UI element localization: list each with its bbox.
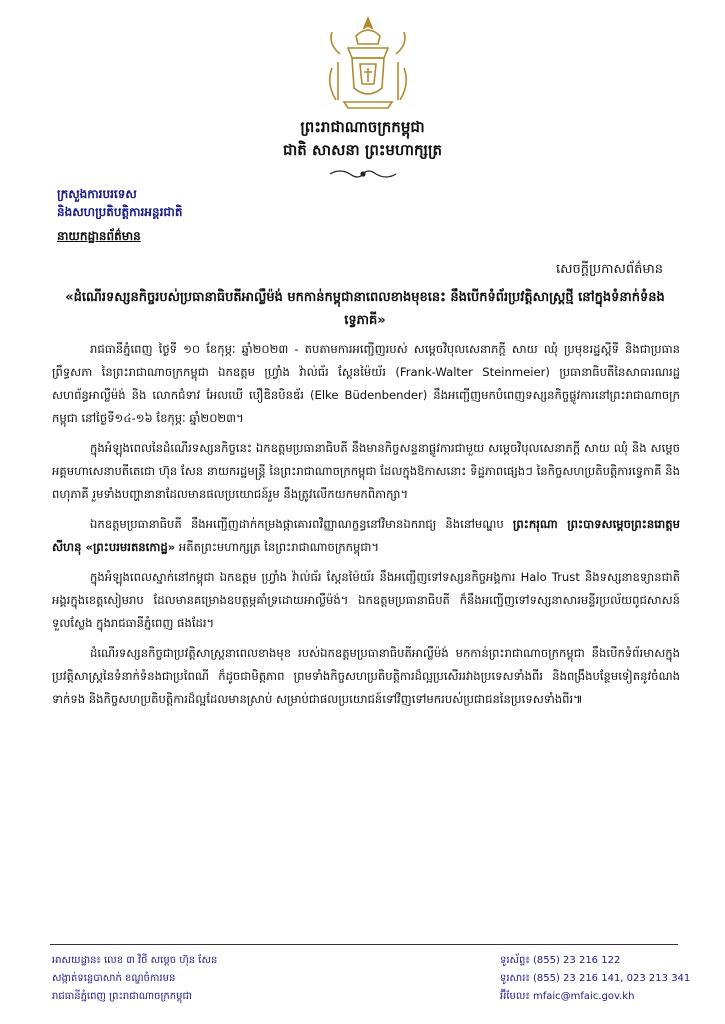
email-link[interactable]: mfaic@mfaic.gov.kh xyxy=(532,991,635,1002)
headline: «ដំណើរទស្សនកិច្ចរបស់ប្រធានាធិបតីអាល្លឺម៉ង់ មកកាន់កម្ពុជានាពេលខាងមុខនេះ នឹងបើកទំព័រប្រវត្តិសាស្ត្រថ្មី នៅក្នុងទំនាក់ទំនងទ្វេភាគី» xyxy=(65,290,665,328)
phone-value: (855) 23 216 122 xyxy=(532,955,621,966)
phone-label: ទូរស័ព្ទ៖ xyxy=(500,955,530,966)
kingdom-name: ព្រះរាជាណាចក្រកម្ពុជា xyxy=(300,118,425,136)
paragraph-3 xyxy=(52,513,680,559)
email-label: អ៊ីមែល៖ xyxy=(500,991,530,1002)
fax-value: (855) 23 216 141, 023 213 341 xyxy=(532,973,691,984)
footer-address xyxy=(52,952,372,1006)
footer-contacts xyxy=(500,952,710,1006)
tacteng-ornament-icon xyxy=(328,168,398,180)
national-motto: ជាតិ សាសនា ព្រះមហាក្សត្រ xyxy=(283,141,442,159)
paragraph-3-highlight: ព្រះករុណា ព្រះបាទសម្តេចព្រះនរោត្តម សីហនុ «ព្រះបរមរតនកោដ្ឋ» xyxy=(52,517,681,554)
paragraph-2: ក្នុងអំឡុងពេលនៃដំណើរទស្សនកិច្ចនេះ ឯកឧត្តមប្រធានាធិបតី នឹងមានកិច្ចសន្ទនាផ្លូវការជាមួយ សម្តេចវិបុលសេនាភក្តី សាយ ឈុំ និង សម្តេចអគ្គមហាសេនាបតីតេជោ ហ៊ុន សែន នាយករដ្ឋមន្ត្រី នៃព្រះរាជាណាចក្រកម្ពុជា ដែលក្នុងឱកាសនោះ ទិដ្ឋភាពផ្សេងៗ នៃកិច្ចសហប្រតិបត្តិការទ្វេភាគី និងពហុភាគី រួមទាំងបញ្ហានានាដែលមានផលប្រយោជន៍រួម នឹងត្រូវលើកយកមកពិភាក្សា។ xyxy=(52,441,680,501)
address-line-2: សង្កាត់ទន្លេបាសាក់ ខណ្ឌចំការមន xyxy=(52,973,176,984)
fax-row xyxy=(500,970,710,988)
fax-label: ទូរសារ៖ xyxy=(500,973,530,984)
footer-divider xyxy=(50,944,678,945)
paragraph-1: រាជធានីភ្នំពេញ ថ្ងៃទី ១០ ខែកុម្ភៈ ឆ្នាំ២០២៣ - តបតាមការអញ្ជើញរបស់ សម្តេចវិបុលសេនាភក្តី សាយ ឈុំ ប្រមុខរដ្ឋស្តីទី និងជាប្រធានព្រឹទ្ធសភា នៃព្រះរាជាណាចក្រកម្ពុជា ឯកឧត្តម ហ្វ្រាំង វ៉ាល់ធ័រ ស្តែនម៉ៃយ័រ (Frank-Walter Steinmeier) ប្រធានាធិបតីនៃសាធារណរដ្ឋសហព័ន្ធអាល្លឺម៉ង់ និង លោកជំទាវ អែលឃើ បឿឌិនបិនឌ័រ (Elke Büdenbender) នឹងអញ្ជើញមកបំពេញទស្សនកិច្ចផ្លូវការនៅព្រះរាជាណាចក្រកម្ពុជា នៅថ្ងៃទី១៤-១៦ ខែកុម្ភៈ ឆ្នាំ២០២៣។ xyxy=(52,342,680,425)
paragraph-3-end: អតីតព្រះមហាក្សត្រ នៃព្រះរាជាណាចក្រកម្ពុជា។ xyxy=(175,540,380,554)
paragraph-5: ដំណើរទស្សនកិច្ចជាប្រវត្តិសាស្ត្រនាពេលខាងមុខ របស់ឯកឧត្តមប្រធានាធិបតីអាល្លឺម៉ង់ មកកាន់ព្រះរាជាណាចក្រកម្ពុជា នឹងបើកទំព័រមាសក្នុងប្រវត្តិសាស្ត្រនៃទំនាក់ទំនងជាប្រពៃណី ក៏ដូចជាមិត្តភាព ព្រមទាំងកិច្ចសហប្រតិបត្តិការដ៏ល្អប្រសើររវាងប្រទេសទាំងពីរ និងពង្រឹងបន្ថែមទៀតនូវចំណងទាក់ទង និងកិច្ចសហប្រតិបត្តិការដ៏ល្អដែលមានស្រាប់ សម្រាប់ជាផលប្រយោជន៍ទៅវិញទៅមករបស់ប្រជាជននៃប្រទេសទាំងពីរ៕ xyxy=(52,646,680,706)
paragraph-3-start: ឯកឧត្តមប្រធានាធិបតី នឹងអញ្ជើញដាក់កម្រងផ្កាគោរពវិញ្ញាណក្ខន្ធនៅវិមានឯករាជ្យ និងនៅមណ្ឌប xyxy=(90,517,513,531)
phone-row xyxy=(500,952,710,970)
ministry-name-line2: និងសហប្រតិបត្តិការអន្តរជាតិ xyxy=(57,205,183,219)
royal-coat-of-arms-icon xyxy=(318,14,418,114)
ministry-name-line1: ក្រសួងការបរទេស xyxy=(57,187,137,201)
press-release-body xyxy=(52,338,680,718)
address-line-3: រាជធានីភ្នំពេញ ព្រះរាជាណាចក្រកម្ពុជា xyxy=(52,991,192,1002)
email-row xyxy=(500,988,710,1006)
department-name: នាយកដ្ឋានព័ត៌មាន xyxy=(57,229,141,243)
document-type: សេចក្តីប្រកាសព័ត៌មាន xyxy=(555,262,663,277)
paragraph-4: ក្នុងអំឡុងពេលស្នាក់នៅកម្ពុជា ឯកឧត្តម ហ្វ្រាំង វ៉ាល់ធ័រ ស្តែនម៉ៃយ័រ នឹងអញ្ជើញទៅទស្សនកិច្ចអង្គការ Halo Trust និងទស្សនាឧទ្យានជាតិអង្គរក្នុងខេត្តសៀមរាប ដែលមានគម្រោងឧបត្ថម្ភគាំទ្រដោយអាល្លឺម៉ង់។ ឯកឧត្តមប្រធានាធិបតី ក៏នឹងអញ្ជើញទៅទស្សនាសារមន្ទីរប្រល័យពូជសាសន៍ទួលស្លែង ក្នុងរាជធានីភ្នំពេញ ផងដែរ។ xyxy=(52,570,680,630)
address-line-1: អាសយដ្ឋាន៖ លេខ ៣ វិថី សម្តេច ហ៊ុន សែន xyxy=(52,955,218,966)
